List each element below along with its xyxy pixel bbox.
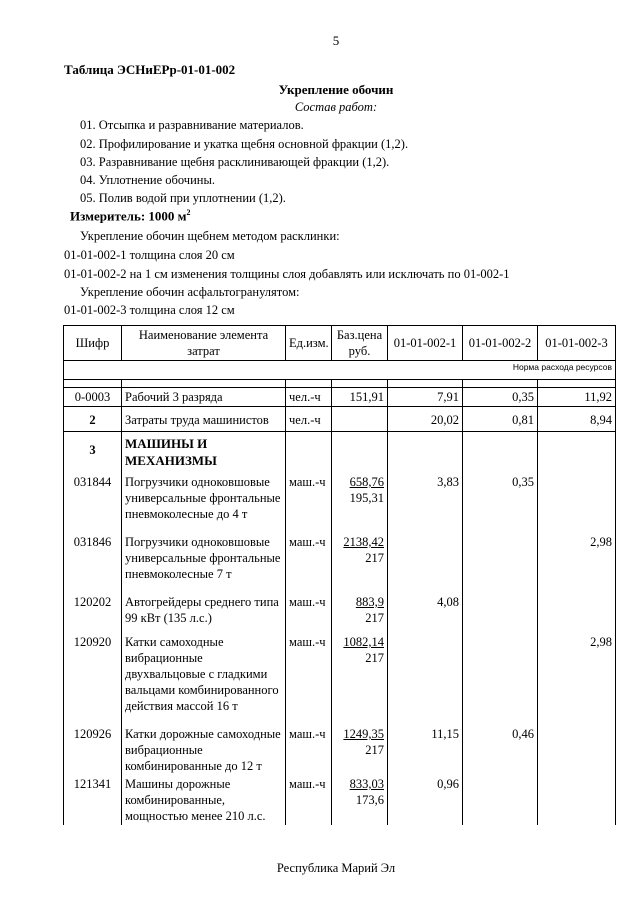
page-footer: Республика Марий Эл: [276, 861, 396, 875]
norm-label: Норма расхода ресурсов: [64, 361, 616, 380]
row-value-1: 3,83: [388, 473, 463, 533]
row-price-secondary: 195,31: [349, 491, 384, 505]
row-value-1: 11,15: [388, 725, 463, 775]
row-unit: маш.-ч: [286, 775, 332, 825]
row-value-2: [463, 633, 538, 725]
work-item: 04. Уплотнение обочины.: [80, 173, 215, 187]
row-name: Катки дорожные самоходные вибрационные комбинированные до 12 т: [122, 725, 286, 775]
row-value-2: 0,35: [463, 388, 538, 407]
row-value-2: [463, 775, 538, 825]
row-value-1: 7,91: [388, 388, 463, 407]
row-name: МАШИНЫ И МЕХАНИЗМЫ: [122, 432, 286, 474]
meter-superscript: 2: [186, 208, 191, 217]
row-value-3: [538, 725, 616, 775]
row-name: Катки самоходные вибрационные двухвальцовые с гладкими вальцами комбинированного действия массой 16 т: [122, 633, 286, 725]
row-price: 833,03: [349, 777, 384, 791]
row-value-3: [538, 775, 616, 825]
row-name: Машины дорожные комбинированные, мощностью менее 210 л.с.: [122, 775, 286, 825]
table-row: [64, 633, 616, 725]
row-value-3: 2,98: [538, 633, 616, 725]
table-row: [64, 533, 616, 593]
page-number: 5: [332, 33, 340, 48]
row-price: 883,9: [355, 595, 384, 609]
row-value-1: 0,96: [388, 775, 463, 825]
row-unit: чел.-ч: [286, 407, 332, 432]
resource-table: [63, 325, 616, 825]
row-value-1: [388, 633, 463, 725]
row-unit: маш.-ч: [286, 473, 332, 533]
row-code: 120202: [64, 593, 122, 633]
header-cell: Шифр: [64, 326, 122, 361]
header-cell: Ед.изм.: [286, 326, 332, 361]
table-row: [64, 473, 616, 533]
row-name: Погрузчики одноковшовые универсальные фронтальные пневмоколесные 7 т: [122, 533, 286, 593]
row-name: Погрузчики одноковшовые универсальные фронтальные пневмоколесные до 4 т: [122, 473, 286, 533]
row-value-3: 8,94: [538, 407, 616, 432]
row-price-secondary: 217: [365, 611, 384, 625]
row-value-1: 4,08: [388, 593, 463, 633]
row-name: Затраты труда машинистов: [122, 407, 286, 432]
row-price-secondary: 173,6: [355, 793, 384, 807]
row-value-1: 20,02: [388, 407, 463, 432]
row-price: [332, 407, 388, 432]
row-code: 031846: [64, 533, 122, 593]
row-price-secondary: 217: [365, 743, 384, 757]
table-title: Таблица ЭСНиЕРр-01-01-002: [64, 62, 236, 77]
row-name: Автогрейдеры среднего типа 99 кВт (135 л.с.): [122, 593, 286, 633]
row-unit: маш.-ч: [286, 725, 332, 775]
row-unit: маш.-ч: [286, 633, 332, 725]
section-title: Укрепление обочин: [278, 82, 394, 97]
table-row: [64, 593, 616, 633]
row-value-2: 0,81: [463, 407, 538, 432]
row-value-3: 2,98: [538, 533, 616, 593]
header-cell: Баз.цена руб.: [332, 326, 388, 361]
work-item: 05. Полив водой при уплотнении (1,2).: [80, 191, 286, 205]
row-code: 031844: [64, 473, 122, 533]
header-cell: Наименование элемента затрат: [122, 326, 286, 361]
meter-line: [70, 208, 191, 225]
description-line: 01-01-002-2 на 1 см изменения толщины слоя добавлять или исключать по 01-002-1: [64, 267, 510, 281]
row-unit: чел.-ч: [286, 388, 332, 407]
table-header-row: [64, 326, 616, 361]
row-value-3: [538, 593, 616, 633]
row-price: 2138,42: [343, 535, 384, 549]
spacer-row: [64, 380, 616, 388]
row-price-secondary: 217: [365, 651, 384, 665]
row-value-1: [388, 533, 463, 593]
row-value-2: 0,46: [463, 725, 538, 775]
row-code: 2: [64, 407, 122, 432]
row-code: 120926: [64, 725, 122, 775]
row-value-3: [538, 473, 616, 533]
work-item: 01. Отсыпка и разравнивание материалов.: [80, 118, 304, 132]
norm-header-row: [64, 361, 616, 380]
table-row: [64, 407, 616, 432]
row-value-2: [463, 533, 538, 593]
row-price: 151,91: [332, 388, 388, 407]
header-cell: 01-01-002-2: [463, 326, 538, 361]
row-code: 120920: [64, 633, 122, 725]
description-line: Укрепление обочин щебнем методом расклинки:: [80, 229, 340, 243]
row-unit: маш.-ч: [286, 593, 332, 633]
row-name: Рабочий 3 разряда: [122, 388, 286, 407]
table-row: [64, 432, 616, 474]
row-price-secondary: 217: [365, 551, 384, 565]
row-value-2: [463, 593, 538, 633]
row-code: 0-0003: [64, 388, 122, 407]
description-line: 01-01-002-3 толщина слоя 12 см: [64, 303, 235, 317]
table-row: [64, 725, 616, 775]
table-row: [64, 388, 616, 407]
meter-label: Измеритель: 1000 м: [70, 208, 187, 224]
header-cell: 01-01-002-3: [538, 326, 616, 361]
description-line: Укрепление обочин асфальтогранулятом:: [80, 285, 300, 299]
header-cell: 01-01-002-1: [388, 326, 463, 361]
work-item: 03. Разравнивание щебня расклинивающей фракции (1,2).: [80, 155, 390, 169]
work-composition-title: Состав работ:: [294, 100, 378, 114]
row-code: 121341: [64, 775, 122, 825]
row-price: 1249,35: [343, 727, 384, 741]
row-code: 3: [64, 432, 122, 474]
work-item: 02. Профилирование и укатка щебня основной фракции (1,2).: [80, 137, 409, 151]
row-value-3: 11,92: [538, 388, 616, 407]
table-row: [64, 775, 616, 825]
row-unit: маш.-ч: [286, 533, 332, 593]
row-value-2: 0,35: [463, 473, 538, 533]
description-line: 01-01-002-1 толщина слоя 20 см: [64, 248, 235, 262]
row-price: 1082,14: [343, 635, 384, 649]
row-price: 658,76: [349, 475, 384, 489]
